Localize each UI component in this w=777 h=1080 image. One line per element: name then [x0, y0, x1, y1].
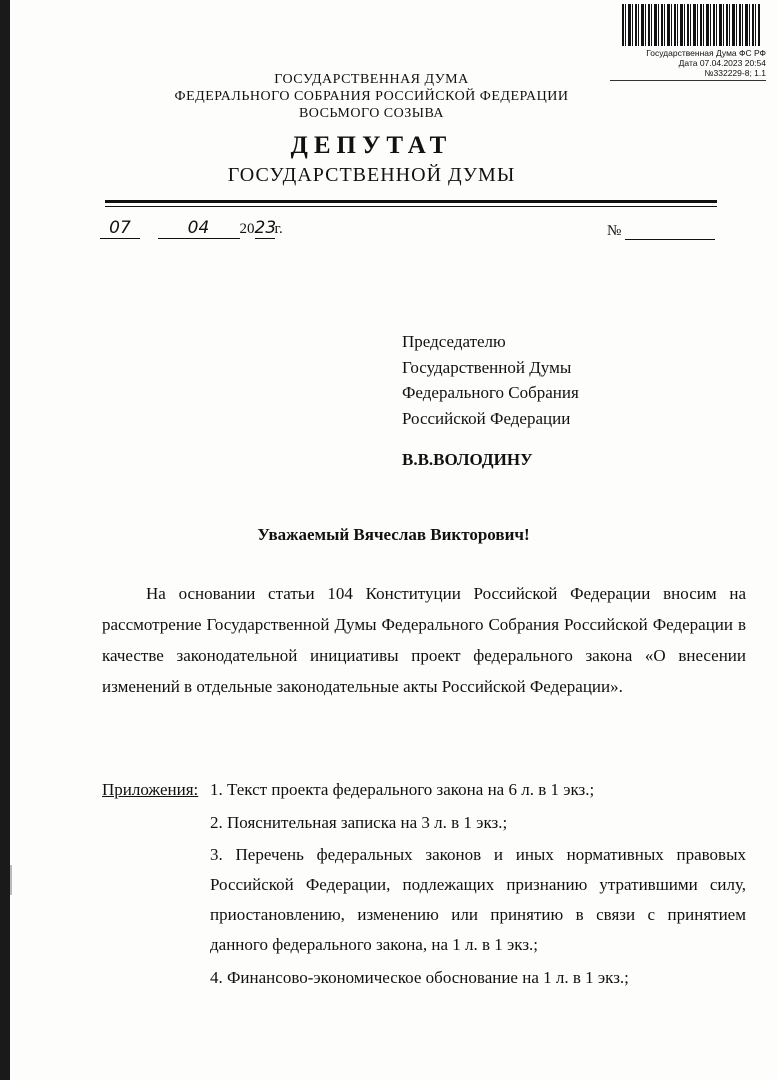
attachment-item-4: 4. Финансово-экономическое обоснование на 1 л. в 1 экз.;	[210, 968, 629, 987]
header-line-1: ГОСУДАРСТВЕННАЯ ДУМА	[274, 72, 469, 87]
stamp-line-1: Государственная Дума ФС РФ	[646, 48, 766, 58]
header-rule-thin	[105, 206, 717, 207]
addressee-line-2: Государственной Думы	[402, 357, 572, 377]
document-subtitle: ГОСУДАРСТВЕННОЙ ДУМЫ	[227, 164, 516, 186]
number-label: №	[607, 223, 622, 239]
attachments-label: Приложения:	[102, 780, 199, 799]
number-blank	[625, 227, 715, 240]
addressee-block	[402, 329, 579, 431]
header-line-2: ФЕДЕРАЛЬНОГО СОБРАНИЯ РОССИЙСКОЙ ФЕДЕРАЦИИ	[174, 89, 569, 104]
attachment-item-2: 2. Пояснительная записка на 3 л. в 1 экз.;	[210, 813, 508, 832]
document-page	[10, 0, 777, 1080]
addressee-line-1: Председателю	[402, 332, 506, 351]
date-year-label: г.	[274, 221, 283, 237]
stamp-line-3: №332229-8; 1.1	[704, 68, 766, 78]
date-year-suffix: 23	[254, 218, 277, 238]
scan-edge-mark	[10, 865, 12, 895]
document-number	[607, 223, 715, 240]
attachment-item-1: 1. Текст проекта федерального закона на 6 л. в 1 экз.;	[210, 780, 595, 799]
date-month: 04	[158, 218, 240, 239]
document-date	[100, 218, 283, 239]
body-paragraph: На основании статьи 104 Конституции Российской Федерации вносим на рассмотрение Государственной Думы Федерального Собрания Российской Федерации в качестве законодательной инициативы проект федерального закона «О внесении изменений в отдельные законодательные акты Российской Федерации».	[102, 584, 746, 696]
date-day: 07	[100, 218, 140, 239]
addressee-name: В.В.ВОЛОДИНУ	[402, 450, 533, 469]
addressee-line-4: Российской Федерации	[402, 408, 571, 428]
header-line-3: ВОСЬМОГО СОЗЫВА	[298, 106, 445, 121]
header-rule-thick	[105, 200, 717, 203]
attachment-item-3: 3. Перечень федеральных законов и иных нормативных правовых Российской Федерации, подлежащих признанию утратившими силу, приостановлению, изменению или принятию в связи с принятием данного федерального закона, на 1 л. в 1 экз.;	[210, 845, 746, 954]
addressee-line-3: Федерального Собрания	[402, 383, 579, 402]
date-year-prefix: 20	[239, 221, 255, 237]
document-title: ДЕПУТАТ	[290, 132, 453, 159]
stamp-line-2: Дата 07.04.2023 20:54	[678, 58, 766, 68]
greeting: Уважаемый Вячеслав Викторович!	[257, 525, 530, 544]
registration-barcode	[622, 4, 760, 46]
